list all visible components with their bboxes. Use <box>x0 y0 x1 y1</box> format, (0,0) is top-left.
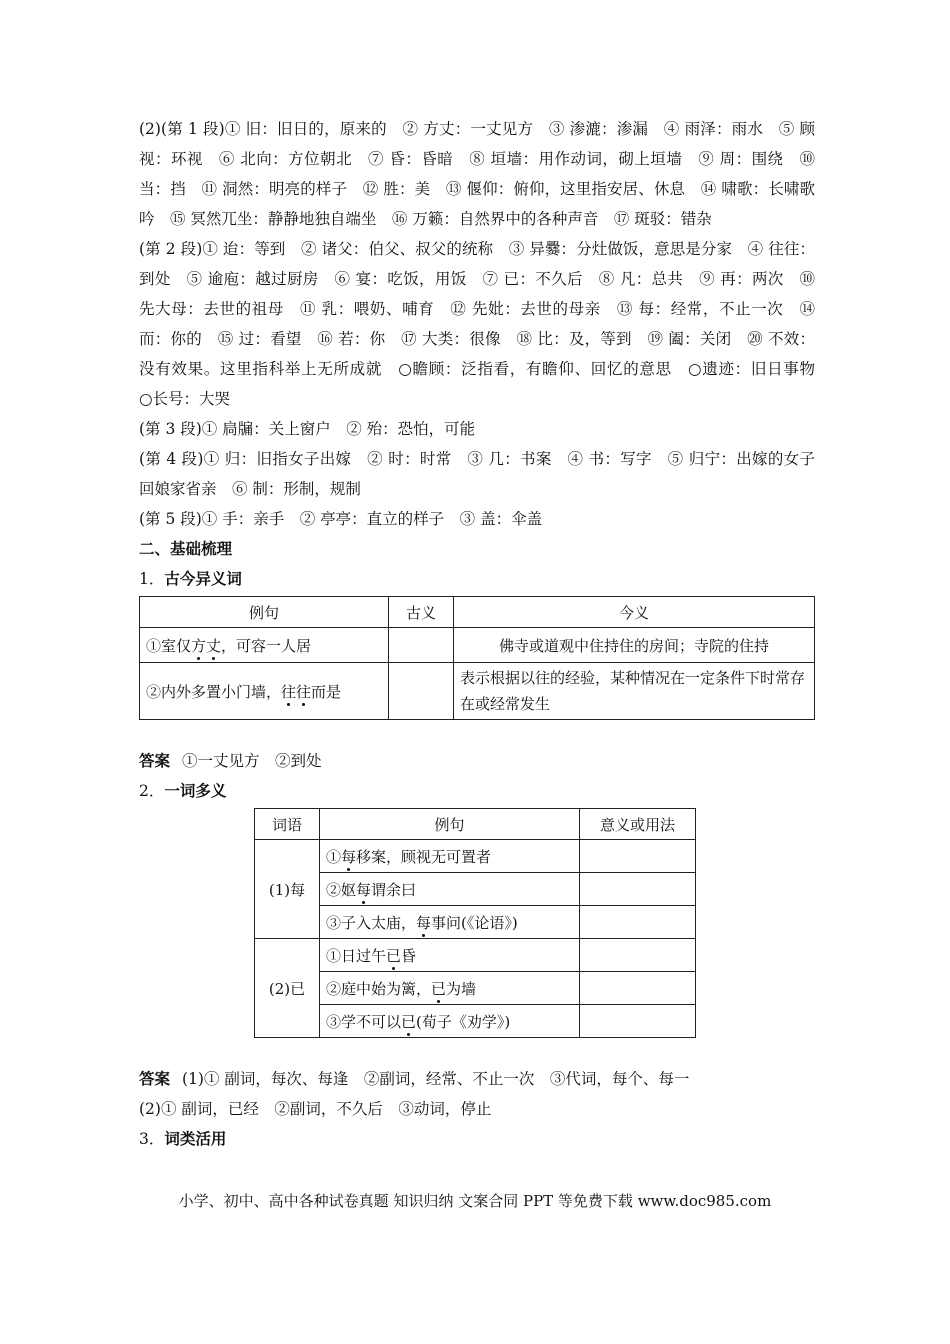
subheading-3-num: 3． <box>139 1130 165 1148</box>
answer-label: 答案 <box>139 752 171 770</box>
dotted-word <box>401 1013 416 1031</box>
dotted-word <box>431 980 446 998</box>
example-cell <box>320 906 580 939</box>
table-row <box>255 906 696 939</box>
subheading-2 <box>139 776 815 806</box>
subheading-1-title: 古今异义词 <box>164 570 242 588</box>
answer-text: (1)① 副词，每次、每逢 ②副词，经常、不止一次 ③代词，每个、每一 <box>182 1070 690 1088</box>
example-text: ③子入太庙， <box>326 913 417 932</box>
example-cell <box>320 972 580 1005</box>
table-header: 意义或用法 <box>580 809 696 840</box>
example-text: 而是 <box>311 682 342 701</box>
modern-meaning-cell: 表示根据以往的经验，某种情况在一定条件下时常存在或经常发生 <box>454 663 815 720</box>
subheading-2-title: 一词多义 <box>164 782 227 800</box>
example-text: ① <box>326 847 342 866</box>
polysemy-table <box>254 808 696 1038</box>
dotted-word <box>416 914 431 932</box>
notes-paragraph-3: (第 3 段)① 扃牖：关上窗户 ② 殆：恐怕，可能 <box>139 420 476 438</box>
example-text: ③学不可以 <box>326 1012 402 1031</box>
notes-paragraph-2: (第 2 段)① 迨：等到 ② 诸父：伯父、叔父的统称 ③ 异爨：分灶做饭，意思是分家 ④ 往往：到处 ⑤ 逾庖：越过厨房 ⑥ 宴：吃饭，用饭 ⑦ 已：不久后 ⑧ 凡：总共 ⑨ 再：两次 ⑩ 先大母：去世的祖母 ⑪ 乳：喂奶、哺育 ⑫ 先妣：去世的母亲 ⑬ 每：经常，不止一次 ⑭ 而：你的 ⑮ 过：看望 ⑯ 若：你 ⑰ 大类：很像 ⑱ 比：及，等到 ⑲ 阖：关闭 ⑳ 不效：没有效果。这里指科举上无所成就 ○瞻顾：泛指看，有瞻仰、回忆的意思 ○遗迹：旧日事物 ○长号：大哭 <box>139 240 831 408</box>
emphasis-dot-char: 已 <box>401 1012 417 1031</box>
notes-paragraph-5: (第 5 段)① 手：亲手 ② 亭亭：直立的样子 ③ 盖：伞盖 <box>139 510 543 528</box>
table-header: 词语 <box>255 809 320 840</box>
example-text: 事问(《论语》) <box>431 913 518 932</box>
table-row <box>255 939 696 972</box>
emphasis-dot-char: 往 <box>296 682 312 701</box>
ancient-meaning-cell <box>389 628 454 663</box>
answer-2-line-2: (2)① 副词，已经 ②副词，不久后 ③动词，停止 <box>139 1100 492 1118</box>
answer-label: 答案 <box>139 1070 171 1088</box>
subheading-1-num: 1． <box>139 570 165 588</box>
example-text: 昏 <box>401 946 417 965</box>
word-cell: (2)已 <box>255 939 320 1038</box>
emphasis-dot-char: 每 <box>341 847 357 866</box>
table-row <box>255 972 696 1005</box>
example-cell <box>320 939 580 972</box>
example-text: ①室仅 <box>146 636 192 655</box>
page-footer: 小学、初中、高中各种试卷真题 知识归纳 文案合同 PPT 等免费下载 www.doc985.com <box>178 1192 772 1210</box>
table-row <box>140 628 815 663</box>
emphasis-dot-char: 每 <box>356 880 372 899</box>
table-header-row <box>255 809 696 840</box>
table-header: 古义 <box>389 597 454 628</box>
dotted-word <box>281 683 311 701</box>
emphasis-dot-char: 已 <box>386 946 402 965</box>
table-row <box>255 840 696 873</box>
emphasis-dot-char: 每 <box>416 913 432 932</box>
example-cell <box>320 1005 580 1038</box>
meaning-cell <box>580 840 696 873</box>
example-cell <box>320 840 580 873</box>
meaning-cell <box>580 906 696 939</box>
notes-paragraph-4: (第 4 段)① 归：旧指女子出嫁 ② 时：时常 ③ 几：书案 ④ 书：写字 ⑤ 归宁：出嫁的女子回娘家省亲 ⑥ 制：形制，规制 <box>139 450 815 498</box>
meaning-cell <box>580 972 696 1005</box>
subheading-3-title: 词类活用 <box>164 1130 227 1148</box>
meaning-cell <box>580 939 696 972</box>
answer-2-line-1 <box>139 1064 815 1094</box>
emphasis-dot-char: 方 <box>191 636 207 655</box>
answer-1 <box>139 746 815 776</box>
example-cell <box>320 873 580 906</box>
emphasis-dot-char: 往 <box>281 682 297 701</box>
subheading-1 <box>139 564 815 594</box>
table-header: 今义 <box>454 597 815 628</box>
example-text: ②庭中始为篱， <box>326 979 432 998</box>
subheading-2-num: 2． <box>139 782 165 800</box>
example-text: 移案，顾视无可置者 <box>356 847 492 866</box>
document-body <box>139 114 831 1154</box>
example-cell <box>140 628 389 663</box>
emphasis-dot-char: 丈 <box>206 636 222 655</box>
emphasis-dot-char: 已 <box>431 979 447 998</box>
dotted-word <box>356 881 371 899</box>
modern-meaning-cell: 佛寺或道观中住持住的房间；寺院的住持 <box>454 628 815 663</box>
example-cell <box>140 663 389 720</box>
word-cell: (1)每 <box>255 840 320 939</box>
example-text: ①日过午 <box>326 946 387 965</box>
table-header-row <box>140 597 815 628</box>
dotted-word <box>191 637 221 655</box>
table-header: 例句 <box>140 597 389 628</box>
answer-text: ①一丈见方 ②到处 <box>182 752 322 770</box>
example-text: 谓余曰 <box>371 880 417 899</box>
section-heading: 二、基础梳理 <box>139 540 233 558</box>
meaning-cell <box>580 873 696 906</box>
dotted-word <box>386 947 401 965</box>
table-header: 例句 <box>320 809 580 840</box>
meaning-cell <box>580 1005 696 1038</box>
ancient-modern-table <box>139 596 815 720</box>
subheading-3 <box>139 1124 815 1154</box>
table-row <box>255 873 696 906</box>
example-text: (荀子《劝学》) <box>416 1012 511 1031</box>
dotted-word <box>341 848 356 866</box>
example-text: ，可容一人居 <box>221 636 312 655</box>
example-text: ②妪 <box>326 880 357 899</box>
example-text: ②内外多置小门墙， <box>146 682 282 701</box>
notes-paragraph-1: (2)(第 1 段)① 旧：旧日的，原来的 ② 方丈：一丈见方 ③ 渗漉：渗漏 ④ 雨泽：雨水 ⑤ 顾视：环视 ⑥ 北向：方位朝北 ⑦ 昏：昏暗 ⑧ 垣墙：用作动词，砌上垣墙 ⑨ 周：围绕 ⑩ 当：挡 ⑪ 洞然：明亮的样子 ⑫ 胜：美 ⑬ 偃仰：俯仰，这里指安居、休息 ⑭ 啸歌：长啸歌吟 ⑮ 冥然兀坐：静静地独自端坐 ⑯ 万籁：自然界中的各种声音 ⑰ 斑驳：错杂 <box>139 120 815 228</box>
ancient-meaning-cell <box>389 663 454 720</box>
example-text: 为墙 <box>446 979 477 998</box>
table-row <box>140 663 815 720</box>
table-row <box>255 1005 696 1038</box>
